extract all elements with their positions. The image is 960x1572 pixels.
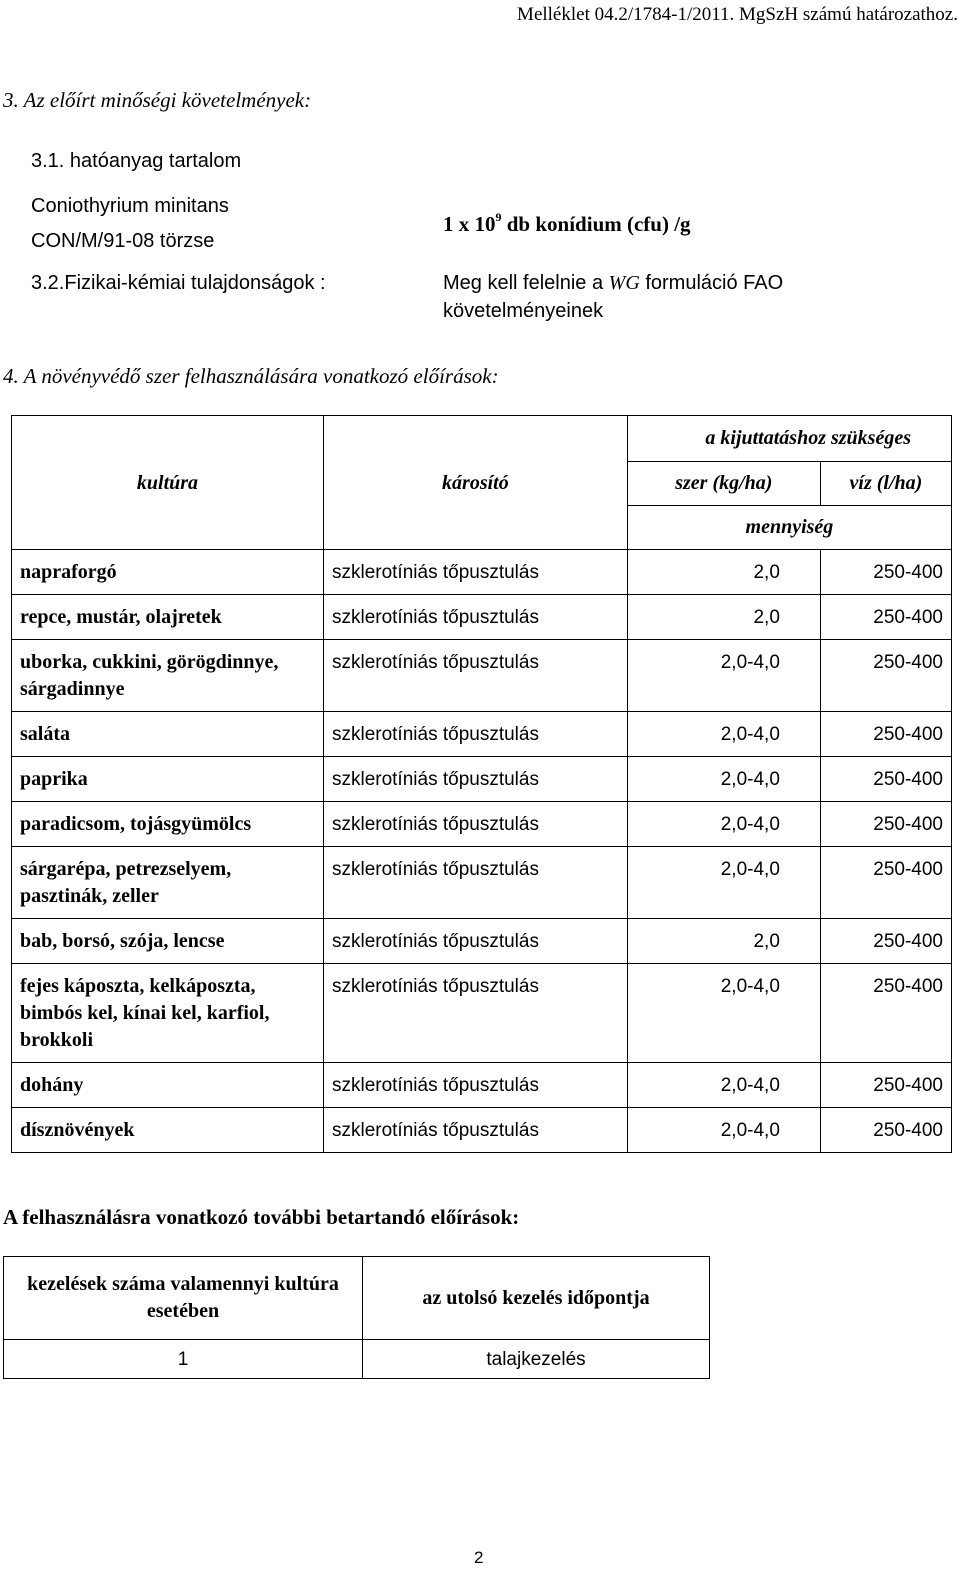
table-row [12,712,952,757]
sub-3-2-value-line2: követelményeinek [443,300,604,322]
table-row [12,550,952,595]
strain-name: CON/M/91-08 törzse [31,230,215,252]
dose-cell: 2,0-4,0 [627,964,820,1063]
pest-cell: szklerotíniás tőpusztulás [323,712,627,757]
dose-cell: 2,0-4,0 [627,712,820,757]
pest-cell: szklerotíniás tőpusztulás [323,1108,627,1153]
header-crop: kultúra [12,462,324,506]
last-treatment-header: az utolsó kezelés időpontja [363,1257,710,1340]
pest-cell: szklerotíniás tőpusztulás [323,964,627,1063]
water-cell: 250-400 [820,1108,951,1153]
water-cell: 250-400 [820,757,951,802]
table-row [12,640,952,712]
water-cell: 250-400 [820,712,951,757]
crop-cell: bab, borsó, szója, lencse [12,919,324,964]
header-pest: károsító [323,462,627,506]
active-ingredient-content [443,212,691,237]
header-empty-3 [12,506,324,550]
pest-cell: szklerotíniás tőpusztulás [323,919,627,964]
further-header-row [4,1257,710,1340]
usage-table [11,415,952,1153]
formulation-code: WG [608,272,640,294]
section-3-title: 3. Az előírt minőségi követelmények: [3,88,312,112]
table-row [12,964,952,1063]
crop-cell: dísznövények [12,1108,324,1153]
section-4-title: 4. A növényvédő szer felhasználására vonatkozó előírások: [3,364,499,388]
header-group: a kijuttatáshoz szükséges [627,416,951,462]
dose-cell: 2,0 [627,595,820,640]
crop-cell: saláta [12,712,324,757]
pest-cell: szklerotíniás tőpusztulás [323,640,627,712]
dose-cell: 2,0 [627,919,820,964]
water-cell: 250-400 [820,802,951,847]
header-water: víz (l/ha) [820,462,951,506]
further-rules-table [3,1256,710,1379]
content-exponent: 9 [495,210,502,224]
header-row-quantity [12,506,952,550]
table-row [12,919,952,964]
header-dose: szer (kg/ha) [627,462,820,506]
crop-cell: sárgarépa, petrezselyem, pasztinák, zeller [12,847,324,919]
water-cell: 250-400 [820,847,951,919]
pest-cell: szklerotíniás tőpusztulás [323,1063,627,1108]
sub-3-2-label: 3.2.Fizikai-kémiai tulajdonságok : [31,272,326,294]
header-quantity: mennyiség [627,506,951,550]
pest-cell: szklerotíniás tőpusztulás [323,847,627,919]
dose-cell: 2,0-4,0 [627,802,820,847]
further-rules-title: A felhasználásra vonatkozó további betartandó előírások: [3,1205,520,1229]
water-cell: 250-400 [820,640,951,712]
last-treatment-value: talajkezelés [363,1340,710,1379]
crop-cell: paradicsom, tojásgyümölcs [12,802,324,847]
treatments-count-header: kezelések száma valamennyi kultúra esetében [4,1257,363,1340]
crop-cell: napraforgó [12,550,324,595]
table-row [12,757,952,802]
header-note: Melléklet 04.2/1784-1/2011. MgSzH számú határozathoz. [517,4,958,25]
content-base: 1 x 10 [443,212,496,236]
sub-3-2-value [443,272,783,295]
further-value-row [4,1340,710,1379]
pest-cell: szklerotíniás tőpusztulás [323,757,627,802]
water-cell: 250-400 [820,595,951,640]
content-unit: db konídium (cfu) /g [501,212,691,236]
dose-cell: 2,0-4,0 [627,1108,820,1153]
sub-3-2-value-post: formuláció FAO [639,272,784,294]
table-row [12,1063,952,1108]
table-row [12,847,952,919]
header-row-columns [12,462,952,506]
water-cell: 250-400 [820,919,951,964]
pest-cell: szklerotíniás tőpusztulás [323,802,627,847]
treatments-count-value: 1 [4,1340,363,1379]
header-empty-4 [323,506,627,550]
crop-cell: uborka, cukkini, görögdinnye, sárgadinnye [12,640,324,712]
dose-cell: 2,0-4,0 [627,757,820,802]
dose-cell: 2,0-4,0 [627,1063,820,1108]
organism-name: Coniothyrium minitans [31,195,229,217]
pest-cell: szklerotíniás tőpusztulás [323,550,627,595]
page-number: 2 [474,1548,484,1567]
table-row [12,595,952,640]
crop-cell: dohány [12,1063,324,1108]
dose-cell: 2,0-4,0 [627,847,820,919]
table-row [12,1108,952,1153]
water-cell: 250-400 [820,964,951,1063]
header-empty-1 [12,416,324,462]
water-cell: 250-400 [820,550,951,595]
crop-cell: repce, mustár, olajretek [12,595,324,640]
crop-cell: fejes káposzta, kelkáposzta, bimbós kel, kínai kel, karfiol, brokkoli [12,964,324,1063]
sub-3-2-value-pre: Meg kell felelnie a [443,272,609,294]
header-empty-2 [323,416,627,462]
water-cell: 250-400 [820,1063,951,1108]
header-row-group [12,416,952,462]
pest-cell: szklerotíniás tőpusztulás [323,595,627,640]
crop-cell: paprika [12,757,324,802]
sub-3-1-label: 3.1. hatóanyag tartalom [31,150,242,172]
dose-cell: 2,0-4,0 [627,640,820,712]
dose-cell: 2,0 [627,550,820,595]
table-row [12,802,952,847]
